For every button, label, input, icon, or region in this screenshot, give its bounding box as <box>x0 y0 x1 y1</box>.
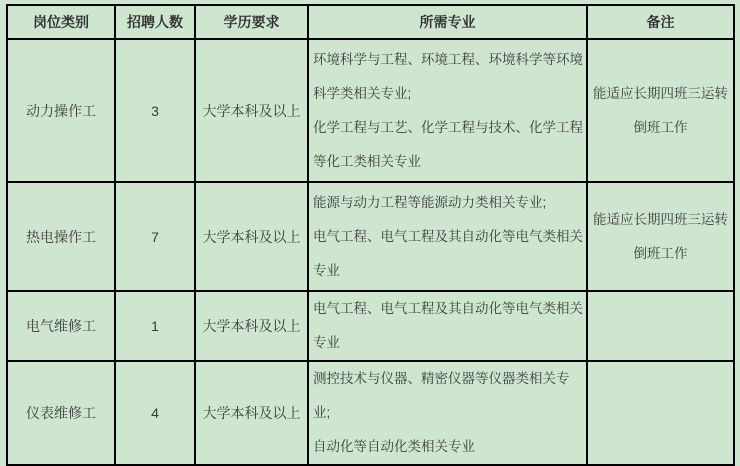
cell-majors <box>308 361 587 465</box>
remark-line: 倒班工作 <box>633 245 688 261</box>
cell-remark <box>587 182 734 291</box>
majors-line: 科学类相关专业; <box>313 85 412 101</box>
cell-remark <box>587 39 734 182</box>
cell-category: 电气维修工 <box>7 291 115 361</box>
majors-line: 能源与动力工程等能源动力类相关专业; <box>313 194 547 210</box>
cell-count: 1 <box>115 291 195 361</box>
cell-remark <box>587 361 734 465</box>
cell-majors <box>308 182 587 291</box>
cell-remark <box>587 291 734 361</box>
majors-line: 测控技术与仪器、精密仪器等仪器类相关专 <box>313 371 570 386</box>
col-header-education: 学历要求 <box>195 5 308 39</box>
cell-category: 动力操作工 <box>7 39 115 182</box>
recruitment-table <box>6 4 735 466</box>
cell-majors <box>308 39 587 182</box>
majors-line: 专业 <box>313 262 340 278</box>
majors-line: 等化工类相关专业 <box>313 153 421 169</box>
cell-education: 大学本科及以上 <box>195 291 308 361</box>
table-row <box>7 39 734 182</box>
col-header-category: 岗位类别 <box>7 5 115 39</box>
majors-line: 专业 <box>313 335 340 350</box>
cell-category: 仪表维修工 <box>7 361 115 465</box>
col-header-remark: 备注 <box>587 5 734 39</box>
col-header-count: 招聘人数 <box>115 5 195 39</box>
cell-count: 3 <box>115 39 195 182</box>
cell-education: 大学本科及以上 <box>195 361 308 465</box>
cell-count: 7 <box>115 182 195 291</box>
col-header-majors: 所需专业 <box>308 5 587 39</box>
majors-line: 化学工程与工艺、化学工程与技术、化学工程 <box>313 119 583 135</box>
cell-count: 4 <box>115 361 195 465</box>
remark-line: 能适应长期四班三运转 <box>593 85 728 101</box>
majors-line: 自动化等自动化类相关专业 <box>313 439 475 454</box>
table-row <box>7 361 734 465</box>
majors-line: 环境科学与工程、环境工程、环境科学等环境 <box>313 51 583 67</box>
remark-line: 能适应长期四班三运转 <box>593 211 728 227</box>
cell-education: 大学本科及以上 <box>195 39 308 182</box>
majors-line: 电气工程、电气工程及其自动化等电气类相关 <box>313 228 583 244</box>
cell-education: 大学本科及以上 <box>195 182 308 291</box>
table-row <box>7 291 734 361</box>
majors-line: 电气工程、电气工程及其自动化等电气类相关 <box>313 301 583 316</box>
remark-line: 倒班工作 <box>633 119 688 135</box>
majors-line: 业; <box>313 405 331 420</box>
header-row <box>7 5 734 39</box>
cell-category: 热电操作工 <box>7 182 115 291</box>
cell-majors <box>308 291 587 361</box>
table-row <box>7 182 734 291</box>
